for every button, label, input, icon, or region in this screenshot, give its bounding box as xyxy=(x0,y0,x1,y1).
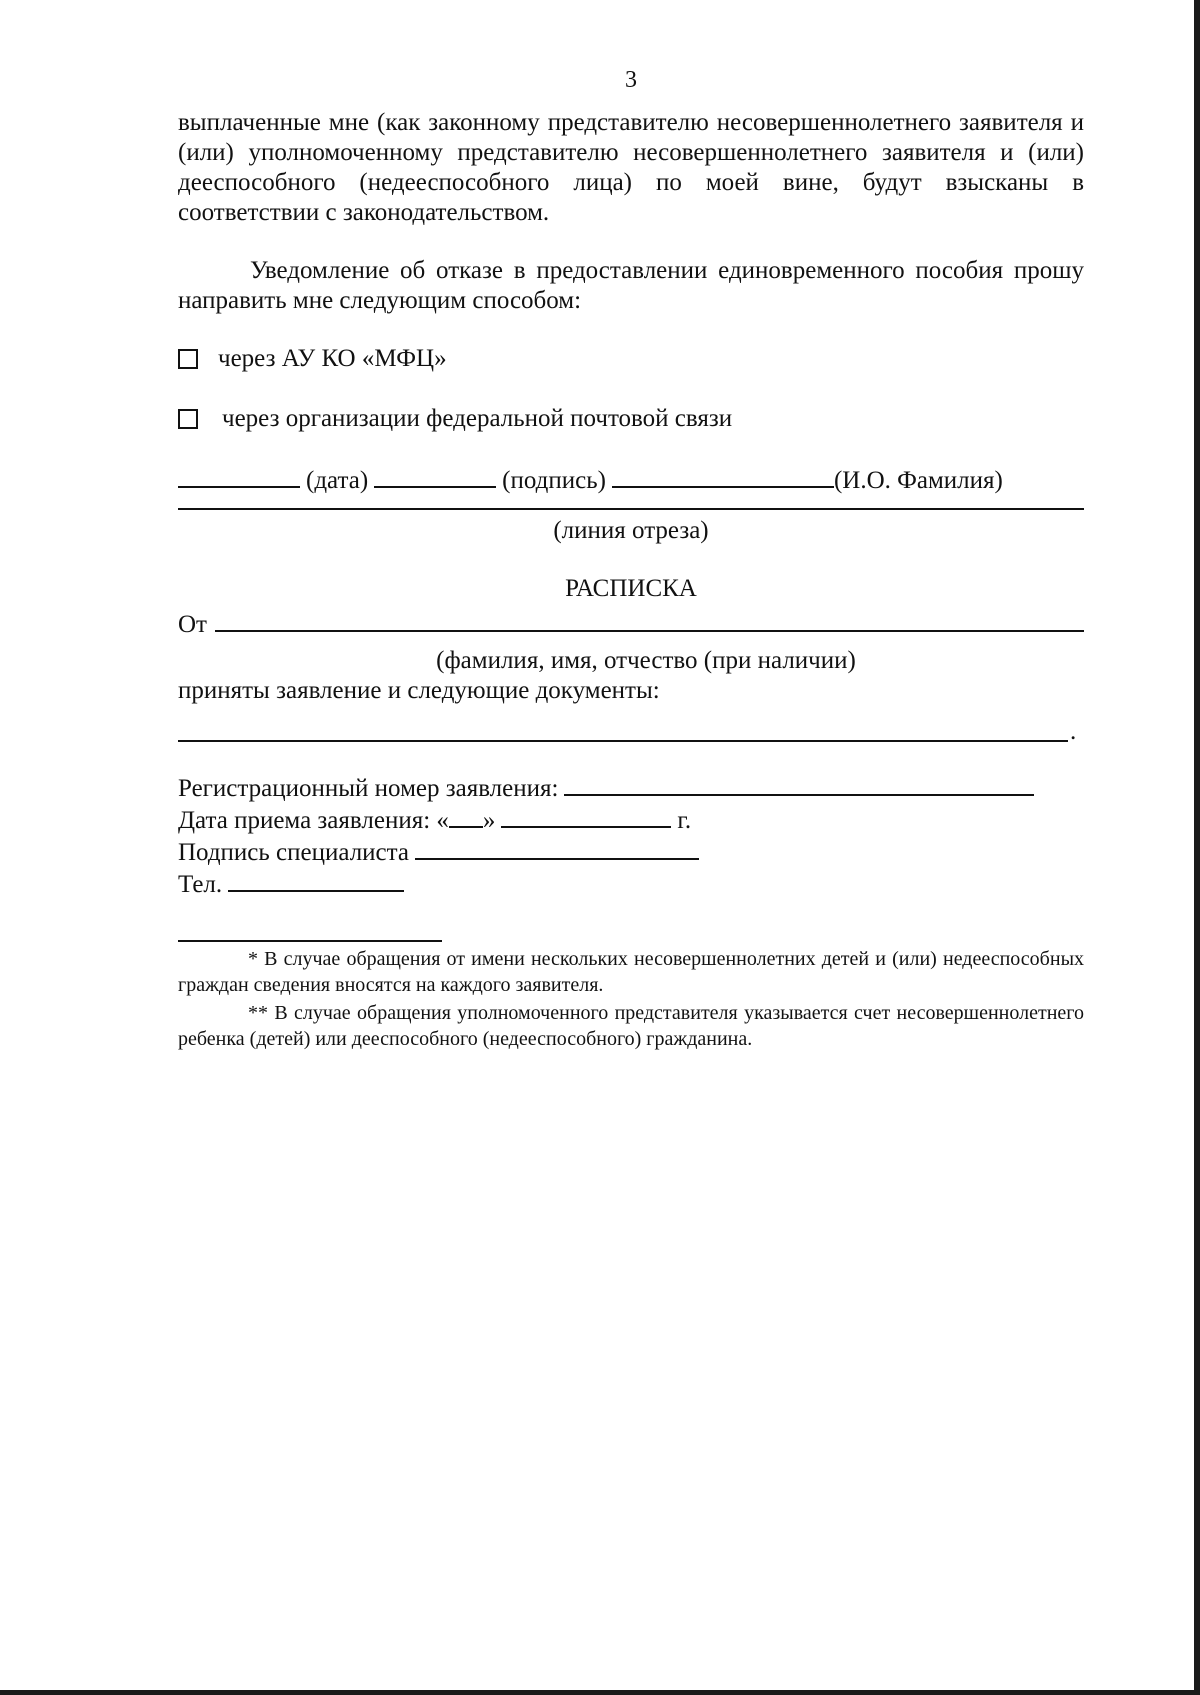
cut-line-caption: (линия отреза) xyxy=(553,517,709,544)
specialist-label: Подпись специалиста xyxy=(178,839,409,866)
name-field[interactable] xyxy=(612,464,834,488)
from-caption: (фамилия, имя, отчество (при наличии) xyxy=(436,647,856,674)
document-page xyxy=(178,60,1084,1052)
signature-row xyxy=(178,464,1084,496)
from-field[interactable] xyxy=(215,608,1084,632)
name-caption: (И.О. Фамилия) xyxy=(833,467,1003,494)
reg-number-label: Регистрационный номер заявления: xyxy=(178,775,559,802)
date-caption: (дата) xyxy=(306,467,369,494)
option-post-label: через организации федеральной почтовой связи xyxy=(222,405,733,432)
registration-block xyxy=(178,772,1084,900)
phone-field[interactable] xyxy=(228,868,404,892)
date-received-row xyxy=(178,804,1084,836)
specialist-signature-field[interactable] xyxy=(415,836,699,860)
date-received-label: Дата приема заявления: « xyxy=(178,807,449,834)
date-field[interactable] xyxy=(178,464,300,488)
checkbox-mfc[interactable] xyxy=(178,349,198,369)
page-edge-right xyxy=(1194,0,1200,1695)
receipt-title: РАСПИСКА xyxy=(565,575,697,602)
option-mfc-label: через АУ КО «МФЦ» xyxy=(218,345,447,372)
date-month-field[interactable] xyxy=(501,804,671,828)
from-label: От xyxy=(178,611,207,638)
phone-label: Тел. xyxy=(178,871,223,898)
reg-number-field[interactable] xyxy=(564,772,1034,796)
receipt-from-row xyxy=(178,608,1084,640)
paragraph-notification: Уведомление об отказе в предоставлении единовременного пособия прошу направить мне следующим способом: xyxy=(178,257,1084,314)
paragraph-liability: выплаченные мне (как законному представителю несовершеннолетнего заявителя и (или) уполномоченному представителю несовершеннолетнего заявителя и (или) дееспособного (недееспособного лица) по моей вине, будут взысканы в соответствии с законодательством. xyxy=(178,109,1084,226)
footnote-2: ** В случае обращения уполномоченного представителя указывается счет несовершеннолетнего ребенка (детей) или дееспособного (недееспособного) гражданина. xyxy=(178,1002,1084,1050)
cut-line xyxy=(178,508,1084,510)
checkbox-post[interactable] xyxy=(178,409,198,429)
signature-caption: (подпись) xyxy=(502,467,606,494)
date-day-field[interactable] xyxy=(449,804,483,828)
reg-number-row xyxy=(178,772,1084,804)
option-mfc[interactable] xyxy=(178,344,1084,374)
signature-field[interactable] xyxy=(374,464,496,488)
documents-line-end: . xyxy=(1070,718,1077,745)
documents-line xyxy=(178,714,1084,745)
date-received-quote: » xyxy=(482,807,496,834)
page-number: 3 xyxy=(625,67,637,93)
page-edge-bottom xyxy=(0,1690,1200,1695)
option-post[interactable] xyxy=(178,404,1084,434)
date-year-suffix: г. xyxy=(677,807,692,834)
footnote-1: * В случае обращения от имени нескольких несовершеннолетних детей и (или) недееспособных граждан сведения вносятся на каждого заявителя. xyxy=(178,948,1084,996)
documents-field[interactable] xyxy=(178,718,1068,742)
specialist-row xyxy=(178,836,1084,868)
accepted-documents-text: приняты заявление и следующие документы: xyxy=(178,677,660,704)
phone-row xyxy=(178,868,1084,900)
footnote-separator xyxy=(178,940,442,942)
